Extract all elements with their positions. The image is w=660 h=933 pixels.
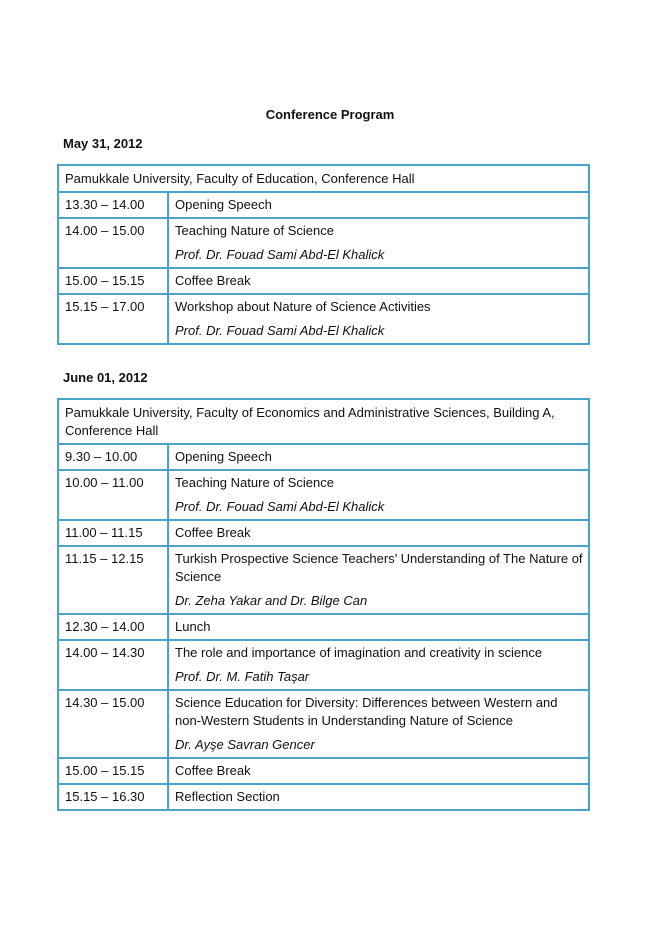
session-details bbox=[168, 690, 589, 758]
session-details bbox=[168, 758, 589, 784]
session-row bbox=[58, 218, 589, 268]
session-details bbox=[168, 784, 589, 810]
session-title: Turkish Prospective Science Teachers’ Understanding of The Nature of Science bbox=[175, 551, 583, 584]
session-time: 15.00 – 15.15 bbox=[58, 758, 168, 784]
venue-row bbox=[58, 165, 589, 192]
session-title: Coffee Break bbox=[175, 763, 251, 778]
session-title: Science Education for Diversity: Differences between Western and non-Western Students in Understanding Nature of Science bbox=[175, 695, 558, 728]
session-details bbox=[168, 546, 589, 614]
venue-row bbox=[58, 399, 589, 444]
session-details bbox=[168, 520, 589, 546]
session-row bbox=[58, 444, 589, 470]
session-row bbox=[58, 690, 589, 758]
session-details bbox=[168, 614, 589, 640]
session-time: 11.15 – 12.15 bbox=[58, 546, 168, 614]
session-row bbox=[58, 546, 589, 614]
session-time: 14.00 – 15.00 bbox=[58, 218, 168, 268]
program-table-body bbox=[58, 165, 589, 344]
session-row bbox=[58, 268, 589, 294]
session-title: Opening Speech bbox=[175, 197, 272, 212]
program-table-day-2 bbox=[57, 398, 590, 811]
session-speaker: Prof. Dr. Fouad Sami Abd-El Khalick bbox=[175, 323, 385, 338]
session-title: Lunch bbox=[175, 619, 211, 634]
session-details bbox=[168, 218, 589, 268]
session-time: 14.00 – 14.30 bbox=[58, 640, 168, 690]
session-time: 15.15 – 17.00 bbox=[58, 294, 168, 344]
session-details bbox=[168, 268, 589, 294]
session-speaker: Dr. Ayşe Savran Gencer bbox=[175, 737, 315, 752]
session-row bbox=[58, 192, 589, 218]
session-time: 11.00 – 11.15 bbox=[58, 520, 168, 546]
session-title: The role and importance of imagination and creativity in science bbox=[175, 645, 543, 660]
session-row bbox=[58, 520, 589, 546]
session-row bbox=[58, 758, 589, 784]
page-title: Conference Program bbox=[265, 107, 395, 122]
session-row bbox=[58, 470, 589, 520]
session-speaker: Dr. Zeha Yakar and Dr. Bilge Can bbox=[175, 593, 368, 608]
session-title: Reflection Section bbox=[175, 789, 280, 804]
session-time: 13.30 – 14.00 bbox=[58, 192, 168, 218]
session-title: Coffee Break bbox=[175, 273, 251, 288]
session-details bbox=[168, 640, 589, 690]
session-title: Opening Speech bbox=[175, 449, 272, 464]
session-row bbox=[58, 294, 589, 344]
session-time: 10.00 – 11.00 bbox=[58, 470, 168, 520]
session-details bbox=[168, 192, 589, 218]
program-table-day-1 bbox=[57, 164, 590, 345]
session-speaker: Prof. Dr. Fouad Sami Abd-El Khalick bbox=[175, 499, 385, 514]
session-speaker: Prof. Dr. M. Fatih Taşar bbox=[175, 669, 310, 684]
session-title: Teaching Nature of Science bbox=[175, 475, 334, 490]
day-heading-may-31: May 31, 2012 bbox=[63, 136, 143, 151]
session-title: Teaching Nature of Science bbox=[175, 223, 334, 238]
session-title: Workshop about Nature of Science Activities bbox=[175, 299, 431, 314]
session-details bbox=[168, 294, 589, 344]
session-time: 15.00 – 15.15 bbox=[58, 268, 168, 294]
session-details bbox=[168, 470, 589, 520]
venue-cell: Pamukkale University, Faculty of Education, Conference Hall bbox=[58, 165, 589, 192]
session-time: 12.30 – 14.00 bbox=[58, 614, 168, 640]
session-time: 9.30 – 10.00 bbox=[58, 444, 168, 470]
session-speaker: Prof. Dr. Fouad Sami Abd-El Khalick bbox=[175, 247, 385, 262]
session-time: 14.30 – 15.00 bbox=[58, 690, 168, 758]
session-title: Coffee Break bbox=[175, 525, 251, 540]
program-table-body bbox=[58, 399, 589, 810]
venue-cell: Pamukkale University, Faculty of Economics and Administrative Sciences, Building A, Conference Hall bbox=[58, 399, 589, 444]
session-row bbox=[58, 784, 589, 810]
session-details bbox=[168, 444, 589, 470]
session-time: 15.15 – 16.30 bbox=[58, 784, 168, 810]
day-heading-june-01: June 01, 2012 bbox=[63, 370, 148, 385]
session-row bbox=[58, 640, 589, 690]
session-row bbox=[58, 614, 589, 640]
